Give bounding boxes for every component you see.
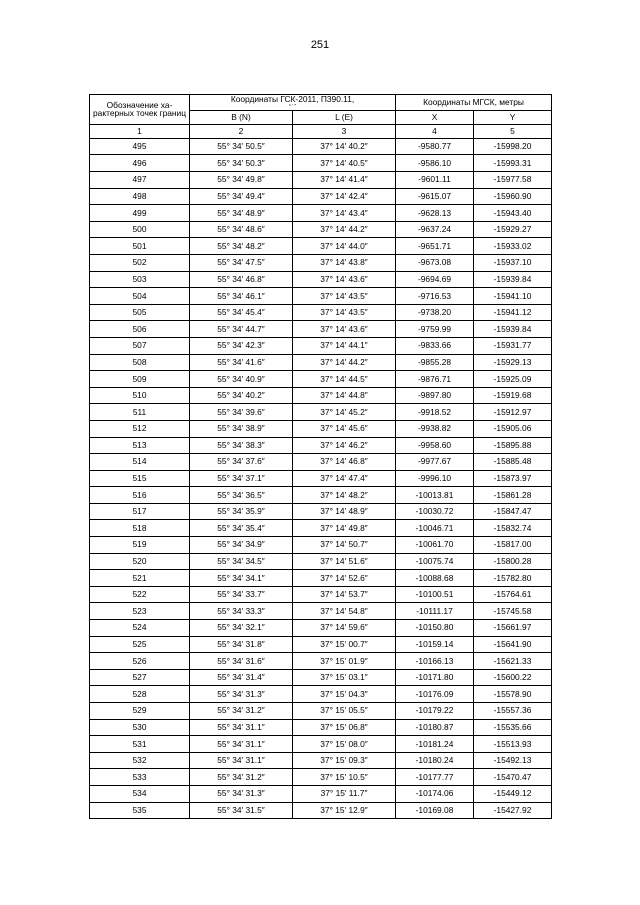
point-id-cell: 529 [90,703,190,720]
point-id-cell: 522 [90,586,190,603]
longitude-cell: 37° 14′ 44.0″ [293,238,396,255]
longitude-cell: 37° 15′ 05.5″ [293,703,396,720]
y-coordinate-cell: -15941.12 [474,304,552,321]
x-coordinate-cell: -10030.72 [396,503,474,520]
longitude-cell: 37° 14′ 46.8″ [293,454,396,471]
longitude-cell: 37° 14′ 46.2″ [293,437,396,454]
x-coordinate-cell: -10013.81 [396,487,474,504]
table-row [90,487,552,504]
y-coordinate-cell: -15470.47 [474,769,552,786]
latitude-cell: 55° 34′ 38.9″ [190,420,293,437]
y-coordinate-cell: -15929.13 [474,354,552,371]
point-id-cell: 498 [90,188,190,205]
table-row [90,520,552,537]
table-row [90,172,552,189]
table-row [90,155,552,172]
y-coordinate-cell: -15557.36 [474,703,552,720]
column-number: 2 [190,124,293,138]
table-row [90,387,552,404]
y-coordinate-cell: -15998.20 [474,138,552,155]
table-row [90,620,552,637]
latitude-cell: 55° 34′ 35.9″ [190,503,293,520]
longitude-cell: 37° 14′ 49.8″ [293,520,396,537]
table-row [90,304,552,321]
x-coordinate-cell: -9628.13 [396,205,474,222]
table-row [90,603,552,620]
table-row [90,769,552,786]
latitude-cell: 55° 34′ 48.6″ [190,221,293,238]
latitude-cell: 55° 34′ 31.8″ [190,636,293,653]
y-coordinate-cell: -15912.97 [474,404,552,421]
point-id-cell: 517 [90,503,190,520]
table-row [90,736,552,753]
table-row [90,321,552,338]
latitude-cell: 55° 34′ 31.2″ [190,769,293,786]
x-coordinate-cell: -9738.20 [396,304,474,321]
longitude-cell: 37° 15′ 04.3″ [293,686,396,703]
latitude-cell: 55° 34′ 46.1″ [190,288,293,305]
longitude-cell: 37° 15′ 00.7″ [293,636,396,653]
longitude-cell: 37° 14′ 43.5″ [293,304,396,321]
y-coordinate-cell: -15960.90 [474,188,552,205]
table-row [90,553,552,570]
y-coordinate-cell: -15939.84 [474,321,552,338]
x-coordinate-cell: -10174.06 [396,785,474,802]
header-b-latitude: B (N) [190,110,293,124]
point-id-cell: 526 [90,653,190,670]
x-coordinate-cell: -9876.71 [396,371,474,388]
y-coordinate-cell: -15535.66 [474,719,552,736]
x-coordinate-cell: -10181.24 [396,736,474,753]
longitude-cell: 37° 14′ 59.6″ [293,620,396,637]
longitude-cell: 37° 14′ 42.4″ [293,188,396,205]
x-coordinate-cell: -10075.74 [396,553,474,570]
point-id-cell: 499 [90,205,190,222]
point-id-cell: 534 [90,785,190,802]
x-coordinate-cell: -9897.80 [396,387,474,404]
point-id-cell: 532 [90,752,190,769]
table-row [90,420,552,437]
y-coordinate-cell: -15745.58 [474,603,552,620]
longitude-cell: 37° 14′ 44.5″ [293,371,396,388]
longitude-cell: 37° 14′ 43.6″ [293,271,396,288]
x-coordinate-cell: -9601.11 [396,172,474,189]
y-coordinate-cell: -15941.10 [474,288,552,305]
latitude-cell: 55° 34′ 42.3″ [190,337,293,354]
y-coordinate-cell: -15427.92 [474,802,552,819]
longitude-cell: 37° 14′ 50.7″ [293,537,396,554]
x-coordinate-cell: -10166.13 [396,653,474,670]
x-coordinate-cell: -10169.08 [396,802,474,819]
point-id-cell: 508 [90,354,190,371]
table-row [90,221,552,238]
table-row [90,454,552,471]
column-number: 3 [293,124,396,138]
latitude-cell: 55° 34′ 34.5″ [190,553,293,570]
latitude-cell: 55° 34′ 40.2″ [190,387,293,404]
y-coordinate-cell: -15800.28 [474,553,552,570]
x-coordinate-cell: -9651.71 [396,238,474,255]
point-id-cell: 524 [90,620,190,637]
longitude-cell: 37° 15′ 06.8″ [293,719,396,736]
latitude-cell: 55° 34′ 38.3″ [190,437,293,454]
latitude-cell: 55° 34′ 34.1″ [190,570,293,587]
coordinates-table [89,94,552,819]
point-id-cell: 509 [90,371,190,388]
table-row [90,337,552,354]
y-coordinate-cell: -15764.61 [474,586,552,603]
longitude-cell: 37° 14′ 47.4″ [293,470,396,487]
table-row [90,802,552,819]
point-id-cell: 519 [90,537,190,554]
table-row [90,437,552,454]
y-coordinate-cell: -15919.68 [474,387,552,404]
header-mgsk-coordinates: Координаты МГСК, метры [396,95,552,111]
x-coordinate-cell: -10088.68 [396,570,474,587]
y-coordinate-cell: -15931.77 [474,337,552,354]
latitude-cell: 55° 34′ 31.4″ [190,669,293,686]
latitude-cell: 55° 34′ 45.4″ [190,304,293,321]
longitude-cell: 37° 14′ 51.6″ [293,553,396,570]
table-row [90,586,552,603]
table-row [90,470,552,487]
longitude-cell: 37° 14′ 44.2″ [293,354,396,371]
x-coordinate-cell: -9833.66 [396,337,474,354]
table-row [90,703,552,720]
point-id-cell: 514 [90,454,190,471]
point-id-cell: 525 [90,636,190,653]
x-coordinate-cell: -9938.82 [396,420,474,437]
x-coordinate-cell: -10177.77 [396,769,474,786]
table-row [90,404,552,421]
table-row [90,636,552,653]
point-id-cell: 503 [90,271,190,288]
point-id-cell: 516 [90,487,190,504]
longitude-cell: 37° 14′ 44.1″ [293,337,396,354]
table-row [90,371,552,388]
point-id-cell: 500 [90,221,190,238]
latitude-cell: 55° 34′ 31.2″ [190,703,293,720]
point-id-cell: 530 [90,719,190,736]
point-id-cell: 523 [90,603,190,620]
point-id-cell: 507 [90,337,190,354]
column-number: 1 [90,124,190,138]
x-coordinate-cell: -10171.80 [396,669,474,686]
y-coordinate-cell: -15782.80 [474,570,552,587]
point-id-cell: 501 [90,238,190,255]
point-id-cell: 518 [90,520,190,537]
column-number: 4 [396,124,474,138]
point-id-cell: 513 [90,437,190,454]
page-number: 251 [310,39,330,51]
y-coordinate-cell: -15873.97 [474,470,552,487]
latitude-cell: 55° 34′ 50.5″ [190,138,293,155]
latitude-cell: 55° 34′ 41.6″ [190,354,293,371]
table-row [90,254,552,271]
table-row [90,354,552,371]
point-id-cell: 510 [90,387,190,404]
point-id-cell: 512 [90,420,190,437]
point-id-cell: 533 [90,769,190,786]
table-row [90,653,552,670]
point-id-cell: 511 [90,404,190,421]
header-gsk-title: Координаты ГСК-2011, П390.11, [230,94,355,104]
x-coordinate-cell: -10159.14 [396,636,474,653]
y-coordinate-cell: -15621.33 [474,653,552,670]
longitude-cell: 37° 15′ 01.9″ [293,653,396,670]
table-row [90,719,552,736]
column-number: 5 [474,124,552,138]
latitude-cell: 55° 34′ 48.9″ [190,205,293,222]
table-row [90,138,552,155]
latitude-cell: 55° 34′ 33.7″ [190,586,293,603]
table-row [90,205,552,222]
point-id-cell: 528 [90,686,190,703]
latitude-cell: 55° 34′ 31.1″ [190,752,293,769]
latitude-cell: 55° 34′ 37.1″ [190,470,293,487]
longitude-cell: 37° 14′ 43.4″ [293,205,396,222]
point-id-cell: 496 [90,155,190,172]
x-coordinate-cell: -9958.60 [396,437,474,454]
table-row [90,537,552,554]
header-gsk-units: ° ′ ″ [288,103,297,110]
point-id-cell: 495 [90,138,190,155]
header-gsk-coordinates [190,95,396,111]
y-coordinate-cell: -15449.12 [474,785,552,802]
y-coordinate-cell: -15600.22 [474,669,552,686]
longitude-cell: 37° 14′ 45.6″ [293,420,396,437]
longitude-cell: 37° 14′ 44.8″ [293,387,396,404]
header-l-longitude: L (E) [293,110,396,124]
y-coordinate-cell: -15937.10 [474,254,552,271]
longitude-cell: 37° 14′ 52.6″ [293,570,396,587]
point-id-cell: 531 [90,736,190,753]
longitude-cell: 37° 14′ 48.9″ [293,503,396,520]
x-coordinate-cell: -9637.24 [396,221,474,238]
latitude-cell: 55° 34′ 31.1″ [190,736,293,753]
x-coordinate-cell: -9996.10 [396,470,474,487]
longitude-cell: 37° 15′ 03.1″ [293,669,396,686]
x-coordinate-cell: -10046.71 [396,520,474,537]
x-coordinate-cell: -9694.69 [396,271,474,288]
y-coordinate-cell: -15817.00 [474,537,552,554]
latitude-cell: 55° 34′ 33.3″ [190,603,293,620]
table-row [90,503,552,520]
y-coordinate-cell: -15939.84 [474,271,552,288]
point-id-cell: 515 [90,470,190,487]
x-coordinate-cell: -10061.70 [396,537,474,554]
y-coordinate-cell: -15929.27 [474,221,552,238]
y-coordinate-cell: -15943.40 [474,205,552,222]
latitude-cell: 55° 34′ 31.3″ [190,785,293,802]
x-coordinate-cell: -10179.22 [396,703,474,720]
latitude-cell: 55° 34′ 32.1″ [190,620,293,637]
y-coordinate-cell: -15847.47 [474,503,552,520]
coordinates-rows [90,138,552,818]
longitude-cell: 37° 14′ 40.5″ [293,155,396,172]
x-coordinate-cell: -10176.09 [396,686,474,703]
longitude-cell: 37° 14′ 53.7″ [293,586,396,603]
latitude-cell: 55° 34′ 31.3″ [190,686,293,703]
longitude-cell: 37° 14′ 54.8″ [293,603,396,620]
x-coordinate-cell: -9977.67 [396,454,474,471]
latitude-cell: 55° 34′ 31.1″ [190,719,293,736]
longitude-cell: 37° 14′ 43.5″ [293,288,396,305]
header-x: X [396,110,474,124]
longitude-cell: 37° 14′ 40.2″ [293,138,396,155]
latitude-cell: 55° 34′ 49.8″ [190,172,293,189]
longitude-cell: 37° 15′ 12.9″ [293,802,396,819]
longitude-cell: 37° 15′ 09.3″ [293,752,396,769]
y-coordinate-cell: -15578.90 [474,686,552,703]
point-id-cell: 505 [90,304,190,321]
table-row [90,669,552,686]
longitude-cell: 37° 14′ 45.2″ [293,404,396,421]
latitude-cell: 55° 34′ 46.8″ [190,271,293,288]
longitude-cell: 37° 15′ 10.5″ [293,769,396,786]
table-row [90,188,552,205]
y-coordinate-cell: -15513.93 [474,736,552,753]
y-coordinate-cell: -15925.09 [474,371,552,388]
y-coordinate-cell: -15885.48 [474,454,552,471]
longitude-cell: 37° 14′ 41.4″ [293,172,396,189]
x-coordinate-cell: -9716.53 [396,288,474,305]
latitude-cell: 55° 34′ 48.2″ [190,238,293,255]
latitude-cell: 55° 34′ 31.5″ [190,802,293,819]
y-coordinate-cell: -15641.90 [474,636,552,653]
table-row [90,570,552,587]
longitude-cell: 37° 14′ 48.2″ [293,487,396,504]
longitude-cell: 37° 14′ 43.6″ [293,321,396,338]
x-coordinate-cell: -9673.08 [396,254,474,271]
point-id-cell: 506 [90,321,190,338]
point-id-cell: 502 [90,254,190,271]
x-coordinate-cell: -9586.10 [396,155,474,172]
latitude-cell: 55° 34′ 40.9″ [190,371,293,388]
header-point-designation: Обозначение ха-рактерных точек границ [90,95,190,125]
latitude-cell: 55° 34′ 35.4″ [190,520,293,537]
y-coordinate-cell: -15832.74 [474,520,552,537]
table-row [90,271,552,288]
point-id-cell: 504 [90,288,190,305]
y-coordinate-cell: -15977.58 [474,172,552,189]
latitude-cell: 55° 34′ 36.5″ [190,487,293,504]
point-id-cell: 527 [90,669,190,686]
point-id-cell: 520 [90,553,190,570]
y-coordinate-cell: -15492.13 [474,752,552,769]
latitude-cell: 55° 34′ 44.7″ [190,321,293,338]
y-coordinate-cell: -15661.97 [474,620,552,637]
y-coordinate-cell: -15895.88 [474,437,552,454]
x-coordinate-cell: -9759.99 [396,321,474,338]
table-row [90,752,552,769]
x-coordinate-cell: -10100.51 [396,586,474,603]
table-row [90,785,552,802]
latitude-cell: 55° 34′ 49.4″ [190,188,293,205]
x-coordinate-cell: -9580.77 [396,138,474,155]
point-id-cell: 535 [90,802,190,819]
latitude-cell: 55° 34′ 34.9″ [190,537,293,554]
x-coordinate-cell: -9918.52 [396,404,474,421]
y-coordinate-cell: -15993.31 [474,155,552,172]
x-coordinate-cell: -10150.80 [396,620,474,637]
x-coordinate-cell: -10180.87 [396,719,474,736]
x-coordinate-cell: -10180.24 [396,752,474,769]
latitude-cell: 55° 34′ 39.6″ [190,404,293,421]
x-coordinate-cell: -9855.28 [396,354,474,371]
header-y: Y [474,110,552,124]
latitude-cell: 55° 34′ 31.6″ [190,653,293,670]
latitude-cell: 55° 34′ 47.5″ [190,254,293,271]
x-coordinate-cell: -10111.17 [396,603,474,620]
y-coordinate-cell: -15905.06 [474,420,552,437]
latitude-cell: 55° 34′ 37.6″ [190,454,293,471]
table-row [90,686,552,703]
table-row [90,288,552,305]
latitude-cell: 55° 34′ 50.3″ [190,155,293,172]
table-row [90,238,552,255]
y-coordinate-cell: -15861.28 [474,487,552,504]
x-coordinate-cell: -9615.07 [396,188,474,205]
longitude-cell: 37° 15′ 08.0″ [293,736,396,753]
point-id-cell: 521 [90,570,190,587]
longitude-cell: 37° 14′ 44.2″ [293,221,396,238]
longitude-cell: 37° 14′ 43.8″ [293,254,396,271]
y-coordinate-cell: -15933.02 [474,238,552,255]
longitude-cell: 37° 15′ 11.7″ [293,785,396,802]
point-id-cell: 497 [90,172,190,189]
